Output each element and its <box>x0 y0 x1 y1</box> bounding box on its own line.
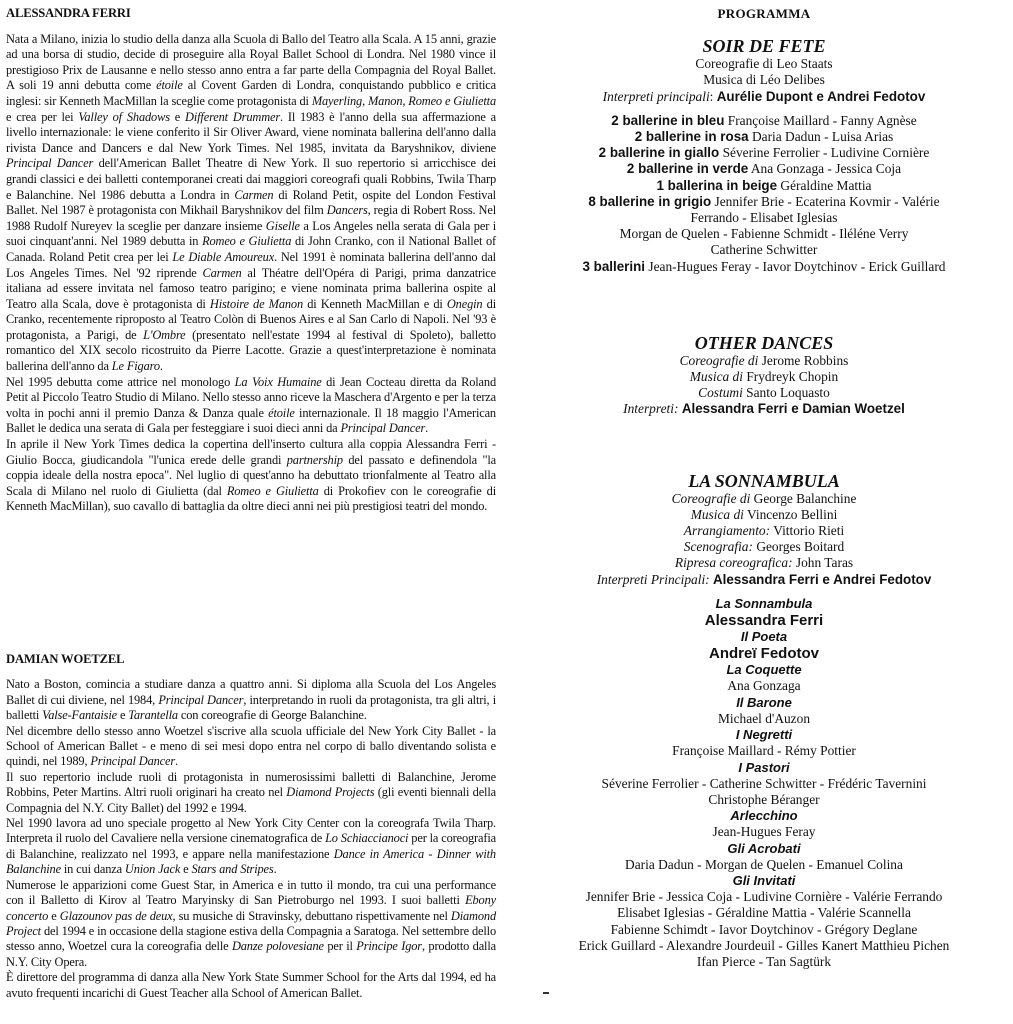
soir-musica: Musica di Léo Delibes <box>703 72 825 88</box>
other-interpreti: Interpreti: Alessandra Ferri e Damian Woetzel <box>623 401 905 417</box>
ballet-title-other: OTHER DANCES <box>694 332 834 353</box>
role-performer: Ifan Pierce - Tan Sagtürk <box>696 953 832 969</box>
sonn-cast <box>520 596 1008 970</box>
ferri-bio <box>6 6 496 515</box>
soir-group: 1 ballerina in beige Géraldine Mattia <box>656 177 872 193</box>
role-performer: Daria Dadun - Morgan de Quelen - Emanuel Colina <box>625 856 903 872</box>
role-heading: La Coquette <box>726 662 802 678</box>
role-performer: Erick Guillard - Alexandre Jourdeuil - Gilles Kanert Matthieu Pichen <box>578 937 950 953</box>
woetzel-paragraph-2: Nel dicembre dello stesso anno Woetzel s'iscrive alla scuola ufficiale del New York City Ballet - la School of American Ballet - e meno di sei mesi dopo entra nel corpo di ballo diventando solista e quindi, nel 1989, Principal Dancer. <box>6 723 496 769</box>
soir-interpreti: Interpreti principali: Aurélie Dupont e Andrei Fedotov <box>602 88 926 104</box>
role-heading: I Negretti <box>735 727 793 743</box>
woetzel-paragraph-6: È direttore del programma di danza alla New York State Summer School for the Arts dal 1994, ed ha avuto frequenti incarichi di Guest Teacher alla School of American Ballet. <box>6 970 496 1000</box>
soir-group: 8 ballerine in grigio Jennifer Brie - Ecaterina Kovmir - Valérie <box>588 193 940 209</box>
ferri-paragraph-3: In aprile il New York Times dedica la copertina dell'inserto cultura alla coppia Alessandra Ferri - Giulio Bocca, giudicandola "l'unica erede delle grandi partnership del passato e definendola "la coppia ideale della nostra epoca". Nel luglio di quest'anno ha debuttato trionfalmente al Teatro alla Scala di Milano nel ruolo di Giulietta (dal Romeo e Giulietta di Prokofiev con le coreografie di Kenneth MacMillan), suo cavallo di battaglia da oltre dieci anni nei più prestigiosi teatri del mondo. <box>6 437 496 514</box>
role-heading: Gli Acrobati <box>727 840 801 856</box>
sonn-scenografia: Scenografia: Georges Boitard <box>683 539 845 555</box>
role-heading: La Sonnambula <box>715 595 813 611</box>
woetzel-paragraph-3: Il suo repertorio include ruoli di protagonista in numerosissimi balletti di Balanchine, Jerome Robbins, Peter Martins. Altri ruoli originari ha creato nel Diamond Projects (gli eventi biennali della Compagnia del N.Y. City Ballet) del 1992 e 1994. <box>6 769 496 815</box>
ballet-title-soir: SOIR DE FETE <box>702 36 826 57</box>
sonn-musica: Musica di Vincenzo Bellini <box>690 506 838 522</box>
soir-grigio-cont: Ferrando - Elisabet Iglesias <box>690 210 838 226</box>
scan-mark <box>543 992 549 994</box>
soir-group: 2 ballerine in verde Ana Gonzaga - Jessica Coja <box>626 161 902 177</box>
role-performer: Andreï Fedotov <box>708 645 819 663</box>
soir-group: 2 ballerine in bleu Françoise Maillard - Fanny Agnèse <box>611 112 917 128</box>
soir-group: 2 ballerine in rosa Daria Dadun - Luisa Arias <box>634 129 894 145</box>
role-heading: Gli Invitati <box>732 872 796 888</box>
programma-title: PROGRAMMA <box>717 6 811 21</box>
woetzel-bio <box>6 652 496 1001</box>
soir-group: 2 ballerine in giallo Séverine Ferrolier - Ludivine Cornière <box>598 145 930 161</box>
role-performer: Séverine Ferrolier - Catherine Schwitter - Frédéric Tavernini <box>601 775 927 791</box>
ferri-paragraph-1: Nata a Milano, inizia lo studio della danza alla Scuola di Ballo del Teatro alla Scala. A 15 anni, grazie ad una borsa di studio, decide di proseguire alla Royal Ballet School di Londra. Nel 1980 vince il prestigioso Prix de Lausanne e nello stesso anno entra a far parte della Compagnia del Royal Ballet. A soli 19 anni debutta come étoile al Covent Garden di Londra, conquistando pubblico e critica inglesi: sir Kenneth MacMillan la sceglie come protagonista di Mayerling, Manon, Romeo e Giulietta e crea per lei Valley of Shadows e Different Drummer. Il 1983 è l'anno della sua affermazione a livello internazionale: le viene conferito il Sir Oliver Award, viene nominata ballerina dell'anno dalla rivista Dance and Dancers e dal New York Times. Nel 1985, invitata da Baryshnikov, diviene Principal Dancer dell'American Ballet Theatre di New York. Il suo repertorio si arricchisce dei grandi classici e dei balletti contemporanei creati dai maggiori coreografi quali Robbins, Twila Tharp e Balanchine. Nel 1986 debutta a Londra in Carmen di Roland Petit, ospite del London Festival Ballet. Nel 1987 è protagonista con Mikhail Baryshnikov del film Dancers, regia di Robert Ross. Nel 1988 Rudolf Nureyev la sceglie per danzare insieme Giselle a Los Angeles nella serata di Gala per i suoi cinquant'anni. Nel 1989 debutta in Romeo e Giulietta di John Cranko, con il National Ballet of Canada. Roland Petit crea per lei Le Diable Amoureux. Nel 1991 è nominata ballerina dell'anno dal Los Angeles Times. Nel '92 riprende Carmen al Théatre dell'Opéra di Parigi, prima danzatrice italiana ad essere invitata nel famoso teatro parigino; e viene nominata prima ballerina ospite al Teatro alla Scala, dove è protagonista di Histoire de Manon di Kenneth MacMillan e di Onegin di Cranko, recentemente riproposto al Teatro Colòn di Buenos Aires e al San Carlo di Napoli. Nel '93 è protagonista, a Parigi, de L'Ombre (presentato nell'estate 1994 al festival di Spoleto), balletto romantico del XIX secolo ricostruito da Pierre Lacotte. Grazie a quest'interpretazione è nominata ballerina dell'anno da Le Figaro. <box>6 31 497 374</box>
role-heading: Il Barone <box>736 694 792 710</box>
ballet-other-dances <box>520 333 1008 418</box>
role-performer: Alessandra Ferri <box>704 612 824 630</box>
other-coreografie: Coreografie di Jerome Robbins <box>679 352 849 368</box>
ballet-title-sonnambula: LA SONNAMBULA <box>688 470 840 491</box>
role-performer: Christophe Béranger <box>708 791 820 807</box>
soir-grigio-cont: Morgan de Quelen - Fabienne Schmidt - Iléléne Verry <box>619 226 909 242</box>
role-performer: Ana Gonzaga <box>727 678 801 694</box>
role-heading: Arlecchino <box>730 808 798 824</box>
other-musica: Musica di Frydreyk Chopin <box>689 369 839 385</box>
sonn-coreografie: Coreografie di George Balanchine <box>671 490 857 506</box>
role-performer: Elisabet Iglesias - Géraldine Mattia - Valérie Scannella <box>617 905 911 921</box>
role-performer: Michael d'Auzon <box>717 710 811 726</box>
sonn-arrangiamento: Arrangiamento: Vittorio Rieti <box>683 523 845 539</box>
ballet-la-sonnambula <box>520 471 1008 970</box>
role-heading: I Pastori <box>738 759 790 775</box>
ferri-paragraph-2: Nel 1995 debutta come attrice nel monologo La Voix Humaine di Jean Cocteau diretta da Roland Petit al Piccolo Teatro Studio di Milano. Nello stesso anno riceve la Maschera d'Argento e per la terza volta in pochi anni il premio Danza & Danza quale étoile internazionale. Il 18 maggio l'American Ballet le dedica una serata di Gala per festeggiare i suoi dieci anni da Principal Dancer. <box>6 374 496 436</box>
role-performer: Jean-Hugues Feray <box>712 824 816 840</box>
woetzel-paragraph-5: Numerose le apparizioni come Guest Star, in America e in tutto il mondo, tra cui una performance con il Balletto di Kirov al Teatro Maryinsky di San Pietroburgo nel 1993. I suoi balletti Ebony concerto e Glazounov pas de deux, su musiche di Stravinsky, debuttano rispettivamente nel Diamond Project del 1994 e in occasione della stagione estiva della Compagnia a Saratoga. Nel settembre dello stesso anno, Woetzel cura la coreografia delle Danze polovesiane per il Principe Igor, prodotto dalla N.Y. City Opera. <box>6 877 496 969</box>
programma <box>520 6 1008 970</box>
other-costumi: Costumi Santo Loquasto <box>698 385 830 401</box>
ferri-heading: ALESSANDRA FERRI <box>6 6 131 20</box>
ballet-soir-de-fete <box>520 36 1008 275</box>
role-performer: Françoise Maillard - Rémy Pottier <box>672 743 856 759</box>
soir-coreografie: Coreografie di Leo Staats <box>695 56 833 72</box>
woetzel-paragraph-4: Nel 1990 lavora ad uno speciale progetto al New York City Center con la coreografa Twila Tharp. Interpreta il ruolo del Cavaliere nella versione cinematografica de Lo Schiaccianoci per la coreografia di Balanchine, realizzato nel 1993, e appare nella manifestazione Dance in America - Dinner with Balanchine in cui danza Union Jack e Stars and Stripes. <box>6 816 496 877</box>
woetzel-heading: DAMIAN WOETZEL <box>6 652 125 666</box>
soir-ballerini: 3 ballerini Jean-Hugues Feray - Iavor Doytchinov - Erick Guillard <box>582 258 946 274</box>
role-heading: Il Poeta <box>740 629 788 645</box>
soir-groups <box>520 113 1008 275</box>
woetzel-paragraph-1: Nato a Boston, comincia a studiare danza a quattro anni. Si diploma alla Scuola del Los Angeles Ballet di cui diviene, nel 1984, Principal Dancer, interpretando in ruoli da protagonista, tra gli altri, i balletti Valse-Fantaisie e Tarantella con coreografie di George Balanchine. <box>6 677 496 723</box>
sonn-ripresa: Ripresa coreografica: John Taras <box>674 555 854 571</box>
soir-grigio-cont: Catherine Schwitter <box>710 242 818 258</box>
sonn-interpreti: Interpreti Principali: Alessandra Ferri e Andrei Fedotov <box>596 571 932 587</box>
role-performer: Jennifer Brie - Jessica Coja - Ludivine Cornière - Valérie Ferrando <box>585 889 943 905</box>
role-performer: Fabienne Schimdt - Iavor Doytchinov - Grégory Deglane <box>610 921 918 937</box>
